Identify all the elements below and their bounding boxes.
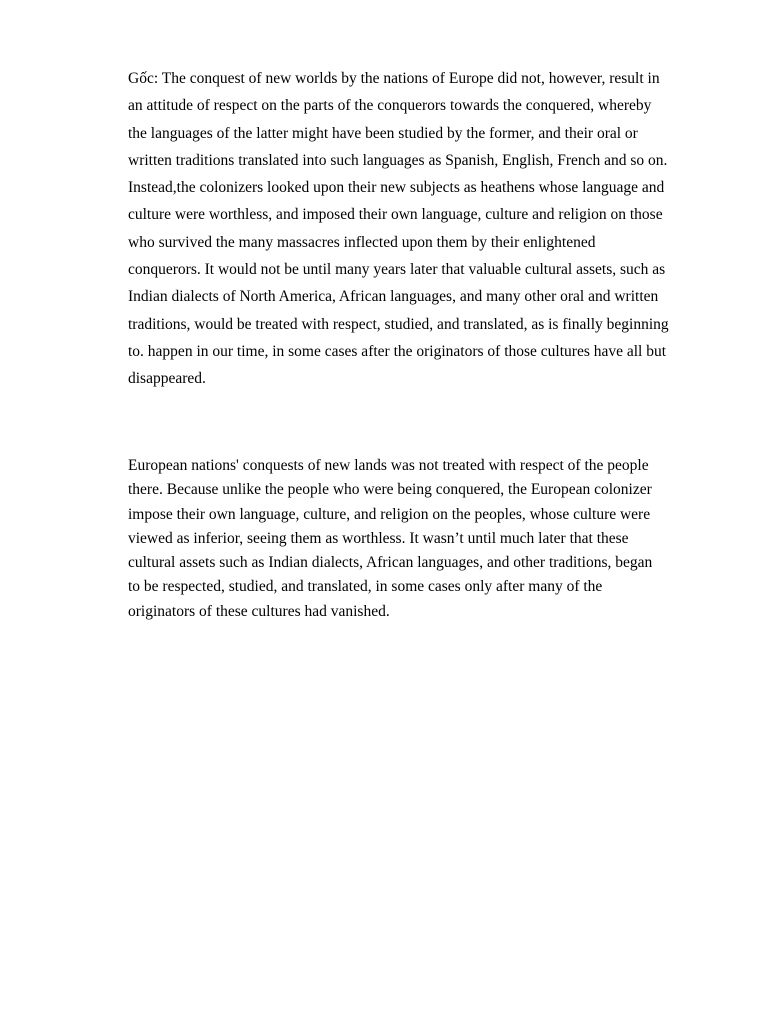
original-line-9: Indian dialects of North America, African languages, and many other oral and written (128, 288, 659, 306)
original-line-2: an attitude of respect on the parts of the conquerors towards the conquered, whereby (128, 97, 652, 115)
original-line-8: conquerors. It would not be until many years later that valuable cultural assets, such as (128, 261, 666, 279)
original-line-10: traditions, would be treated with respect, studied, and translated, as is finally beginning (128, 315, 669, 333)
rewrite-line-5: cultural assets such as Indian dialects, African languages, and other traditions, began (128, 554, 653, 572)
original-line-12: disappeared. (128, 370, 206, 388)
original-line-1: Gốc: The conquest of new worlds by the nations of Europe did not, however, result in (128, 70, 660, 87)
original-line-5: Instead,the colonizers looked upon their new subjects as heathens whose language and (128, 179, 665, 197)
rewrite-line-2: there. Because unlike the people who were being conquered, the European colonizer (128, 481, 652, 499)
original-line-4: written traditions translated into such languages as Spanish, English, French and so on. (128, 151, 668, 169)
original-line-3: the languages of the latter might have been studied by the former, and their oral or (128, 124, 638, 142)
original-line-11: to. happen in our time, in some cases after the originators of those cultures have all but (128, 342, 667, 360)
rewrite-line-4: viewed as inferior, seeing them as worthless. It wasn’t until much later that these (128, 529, 629, 547)
rewrite-line-1: European nations' conquests of new lands was not treated with respect of the people (128, 457, 649, 474)
original-line-7: who survived the many massacres inflected upon them by their enlightened (128, 233, 596, 251)
original-paragraph (128, 65, 728, 393)
rewrite-line-3: impose their own language, culture, and religion on the peoples, whose culture were (128, 505, 651, 523)
rewrite-line-7: originators of these cultures had vanished. (128, 602, 390, 620)
original-line-6: culture were worthless, and imposed their own language, culture and religion on those (128, 206, 663, 224)
rewrite-line-6: to be respected, studied, and translated, in some cases only after many of the (128, 578, 603, 596)
rewrite-paragraph (128, 454, 728, 624)
